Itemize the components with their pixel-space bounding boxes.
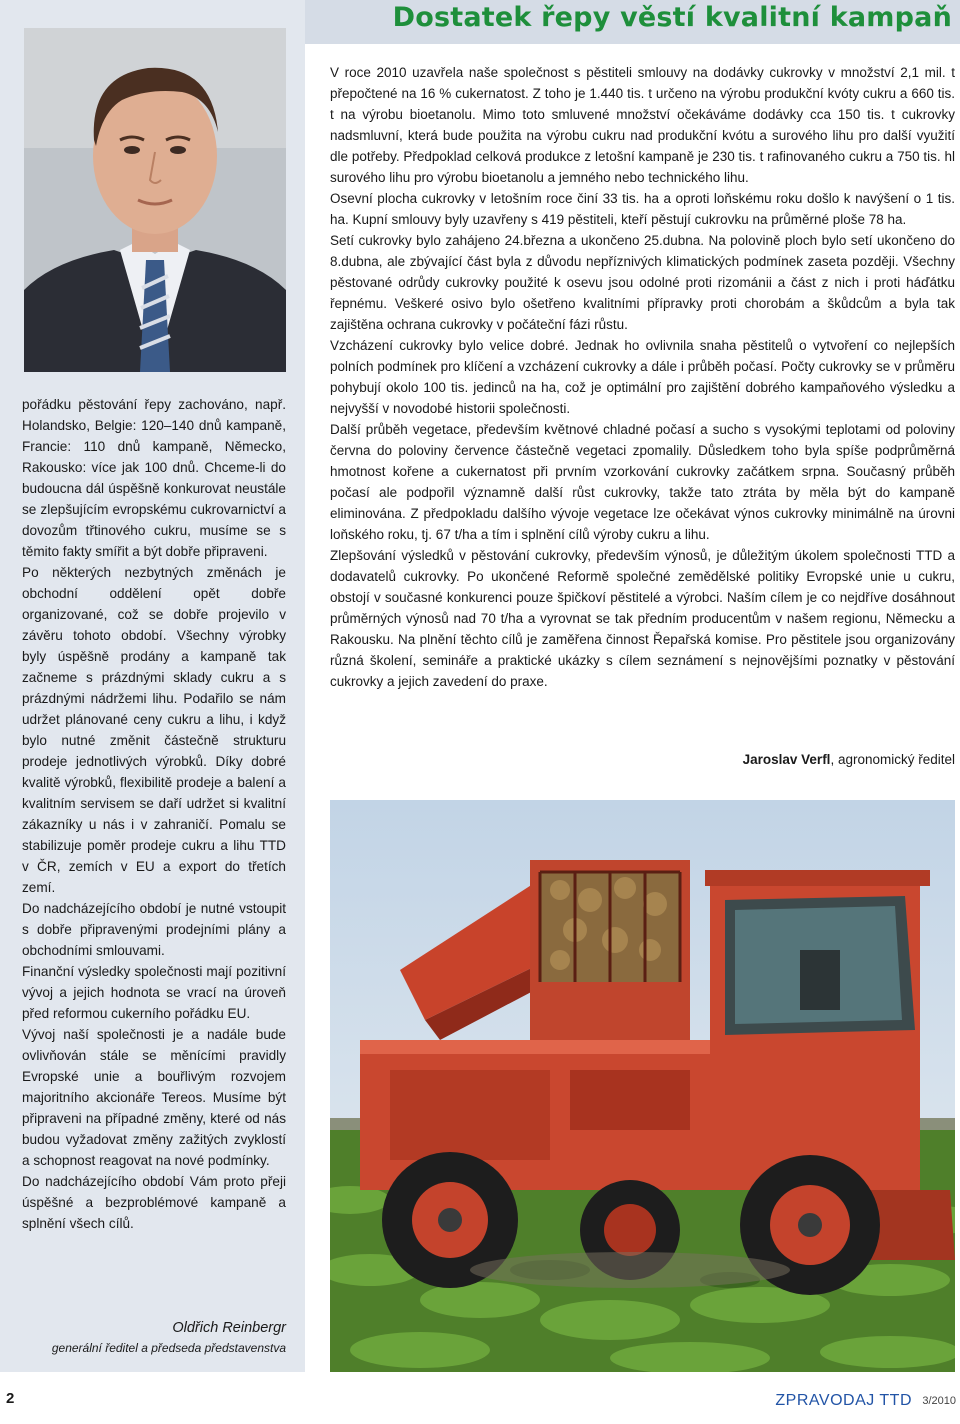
issue-number: 3/2010: [922, 1395, 956, 1407]
headline-bar: [305, 0, 960, 44]
page-footer: [0, 1372, 960, 1424]
left-article-text: [22, 394, 286, 1234]
left-paragraph: Po některých nezbytných změnách je obchodní oddělení opět dobře organizované, což se dobře projevilo v závěru tohoto období. Všechny výrobky byly úspěšně prodány a kampaně tak začneme s prázdnými sklady cukru a s prázdnými nádržemi lihu. Podařilo se nám udržet plánované ceny cukru a lihu, i když bylo nutné změnit částečně strukturu prodeje jednotlivých výrobků. Díky dobré kvalitě výrobků, flexibilitě prodeje a balení a kvalitním servisem se daří udržet si kvalitní zákazníky u nás i v zahraničí. Pomalu se stabilizuje poměr prodeje cukru a lihu TTD v ČR, zemích v EU a export do třetích zemí.: [22, 565, 286, 895]
left-paragraph: Vývoj naší společnosti je a nadále bude ovlivňován stále se měnícími pravidly Evropské unie a bouřlivým rozvojem majoritního akcionáře Tereos. Musíme být připraveni na případné změny, které od nás budou vyžadovat změny zažitých zvyklostí a schopnost reagovat na nové podmínky.: [22, 1027, 286, 1168]
right-paragraph: Vzcházení cukrovky bylo velice dobré. Jednak ho ovlivnila snaha pěstitelů o vytvoření co nejlepších polních podmínek pro klíčení a vzcházení cukrovky a dále i průběh počasí. Počty cukrovky se v průměru pohybují okolo 100 tis. jedinců na ha, což je optimální pro zajištění dobrého kampaňového výsledku a nejvyšší v novodobé historii společnosti.: [330, 338, 955, 416]
right-paragraph: Osevní plocha cukrovky v letošním roce činí 33 tis. ha a oproti loňskému roku došlo k navýšení o 1 tis. ha. Kupní smlouvy byly uzavřeny s 419 pěstiteli, kteří pěstují cukrovku na průměrné ploše 78 ha.: [330, 191, 955, 227]
right-article-text: [330, 62, 955, 692]
left-paragraph: Do nadcházejícího období je nutné vstoupit s dobře připravenými prodejními plány a obchodními smlouvami.: [22, 901, 286, 958]
left-signature-role: generální ředitel a předseda představenstva: [51, 1341, 286, 1355]
article-headline: Dostatek řepy věstí kvalitní kampaň: [392, 2, 952, 33]
right-signature-name: Jaroslav Verfl: [742, 752, 831, 767]
left-paragraph: Finanční výsledky společnosti mají pozitivní vývoj a jejich hodnota se vrací na úroveň před reformou cukerního pořádku EU.: [22, 964, 286, 1021]
beet-harvester-photo: [330, 800, 955, 1372]
right-signature: [330, 750, 955, 770]
right-paragraph: Další průběh vegetace, především květnové chladné počasí a sucho s vysokými teplotami od poloviny června do poloviny července částečně vegetaci zpomalily. Důsledkem toho byla spíše podprůměrná hmotnost kořene a cukernatost při prvním vzorkování cukrovky začátkem srpna. Současný průběh počasí ale podpořil významně další růst cukrovky, takže tato ztráta by měla být do kampaně eliminována. Z předpokladu dalšího vývoje vegetace lze očekávat výnos cukrovky minimálně na úrovni loňského roku, tj. 67 t/ha a tím i splnění cílů výroby cukru a lihu.: [330, 422, 955, 542]
right-paragraph: V roce 2010 uzavřela naše společnost s pěstiteli smlouvy na dodávky cukrovky v množství 2,1 mil. t přepočtené na 16 % cukernatost. Z toho je 1.440 tis. t určeno na výrobu produkční kvóty cukru a 660 tis. t na výrobu bioetanolu. Mimo toto smluvené množství očekáváme dodávky cca 150 tis. t cukrovky nadsmluvní, která bude použita na výrobu cukru nad produkční kvótu a surového lihu pro další využití dle potřeby. Předpoklad celková produkce z letošní kampaně je 230 tis. t rafinovaného cukru a 750 tis. hl surového lihu pro výrobu bioetanolu a jemného nebo technického lihu.: [330, 65, 955, 185]
right-paragraph: Zlepšování výsledků v pěstování cukrovky, především výnosů, je důležitým úkolem společnosti TTD a dodavatelů cukrovky. Po ukončené Reformě společné zemědělské politiky Evropské unie u cukru, obstojí v současné konkurenci pouze špičkoví pěstitelé a výrobci. Naším cílem je co nejdříve dosáhnout průměrných výnosů nad 70 t/ha a vyrovnat se tak předním producentům v našem regionu, Německu a Rakousku. Na plnění těchto cílů je zaměřena činnost Řepařská komise. Pro pěstitele jsou organizovány různá školení, semináře a praktické ukázky s cílem seznámení s nejnovějšími poznatky v pěstování cukrovky a jejich zavedení do praxe.: [330, 548, 955, 689]
left-paragraph: Do nadcházejícího období Vám proto přeji úspěšné a bezproblémové kampaně a splnění všech cílů.: [22, 1174, 286, 1231]
left-signature: [16, 1318, 286, 1358]
right-paragraph: Setí cukrovky bylo zahájeno 24.března a ukončeno 25.dubna. Na polovině ploch bylo setí ukončeno do 8.dubna, ale zbývající část byla z důvodu nepříznivých klimatických podmínek zaseta později. Všechny pěstované odrůdy cukrovky použité k osevu jsou odolné proti rizománii a část z nich i proti háďátku řepnému. Veškeré osivo bylo ošetřeno kvalitními přípravky proti chorobám a škůdcům a byla tak zajištěna ochrana cukrovky v počáteční fázi růstu.: [330, 233, 955, 332]
left-signature-name: Oldřich Reinbergr: [172, 1320, 286, 1336]
left-paragraph: pořádku pěstování řepy zachováno, např. Holandsko, Belgie: 120–140 dnů kampaně, Francie: 110 dnů kampaně, Německo, Rakousko: více jak 100 dnů. Chceme-li do budoucna dál úspěšně konkurovat neustále se zlepšujícím evropskému cukrovarnictví a dovozům třtinového cukru, musíme se s těmito fakty smířit a být dobře připraveni.: [22, 397, 286, 559]
portrait-photo: [24, 28, 286, 372]
right-signature-role: , agronomický ředitel: [830, 752, 955, 767]
left-column-panel: [0, 0, 305, 1372]
magazine-name: ZPRAVODAJ TTD: [775, 1392, 912, 1409]
page-number: 2: [6, 1390, 15, 1407]
